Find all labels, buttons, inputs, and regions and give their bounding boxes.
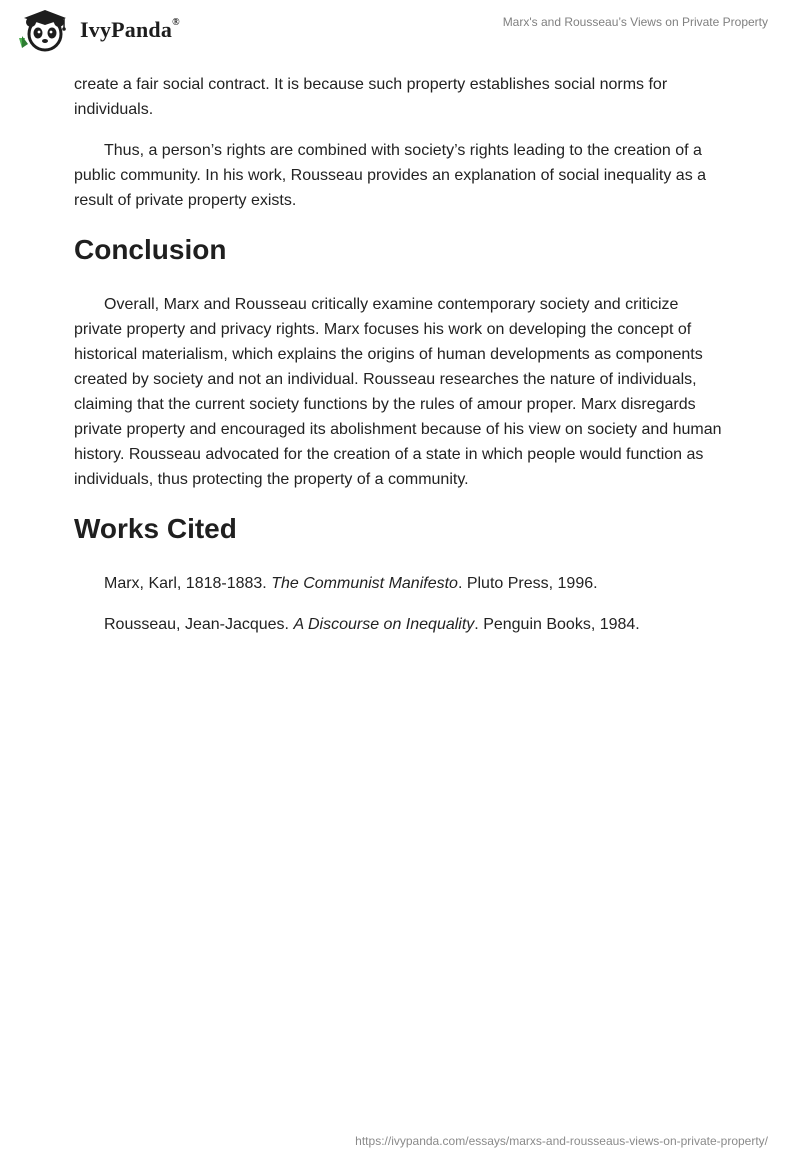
citation-author: Marx, Karl, 1818-1883. — [104, 575, 272, 592]
ivypanda-logo[interactable] — [16, 8, 180, 52]
citation-title: The Communist Manifesto — [271, 575, 458, 592]
conclusion-paragraph: Overall, Marx and Rousseau critically examine contemporary society and criticize private property and privacy rights. Marx focuses his work on developing the concept of historical materialism, which explains the origins of human developments as components created by society and not an individual. Rousseau researches the nature of individuals, claiming that the current society functions by the rules of amour proper. Marx disregards private property and encouraged its abolishment because of his view on society and human history. Rousseau advocated for the creation of a state in which people would function as individuals, thus protecting the property of a community. — [74, 296, 722, 488]
citation-publisher: . Pluto Press, 1996. — [457, 575, 598, 592]
conclusion-heading: Conclusion — [74, 234, 227, 265]
citation-marx — [74, 571, 726, 596]
registered-mark: ® — [172, 16, 180, 28]
works-cited-heading: Works Cited — [74, 513, 237, 544]
citation-title: A Discourse on Inequality — [293, 616, 475, 633]
document-title: Marx's and Rousseau’s Views on Private Property — [502, 15, 768, 29]
paragraph-continued: create a fair social contract. It is because such property establishes social norms for individuals. — [74, 76, 668, 118]
brand-name — [80, 17, 180, 43]
brand-name-text: IvyPanda — [80, 17, 173, 42]
panda-icon — [16, 8, 74, 52]
source-url[interactable]: https://ivypanda.com/essays/marxs-and-rousseaus-views-on-private-property/ — [355, 1134, 768, 1148]
citation-author: Rousseau, Jean-Jacques. — [104, 616, 294, 633]
paragraph-rights: Thus, a person’s rights are combined with society’s rights leading to the creation of a public community. In his work, Rousseau provides an explanation of social inequality as a result of private property exists. — [74, 142, 707, 209]
citation-rousseau — [74, 612, 726, 637]
document-body — [74, 72, 726, 653]
citation-publisher: . Penguin Books, 1984. — [474, 616, 640, 633]
